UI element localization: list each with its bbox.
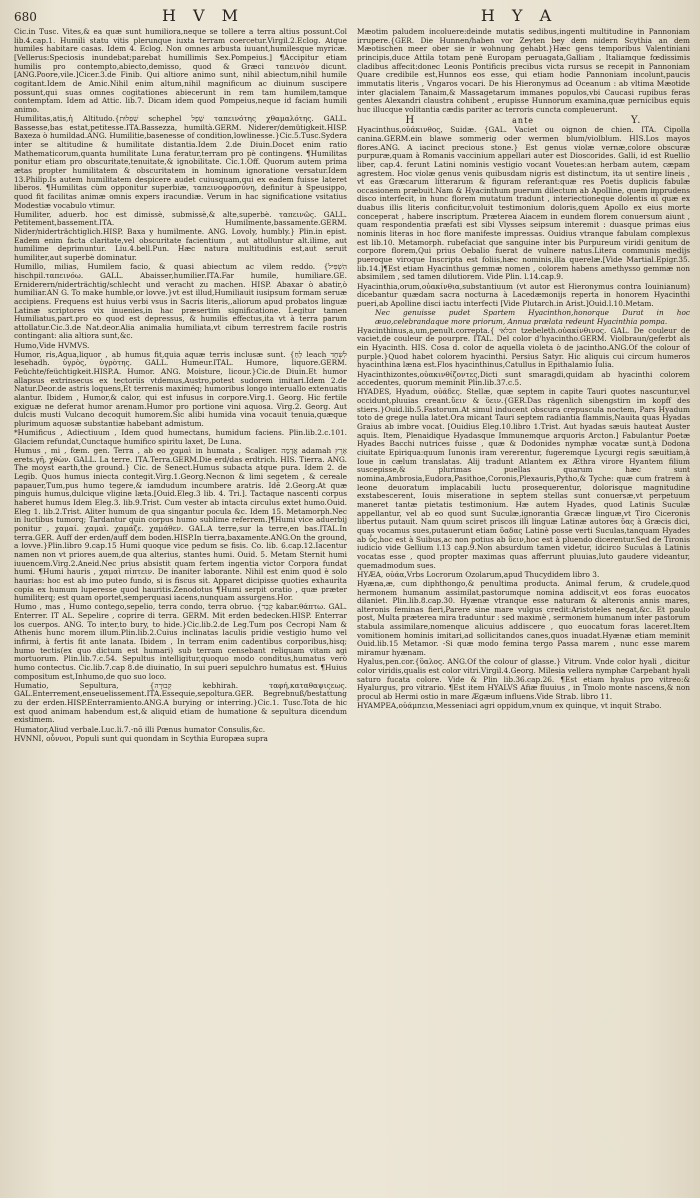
entry-humificus: *Humificus , Adiectiuum , Idem quod humectans, humidum faciens. Plin.lib.2.c.101. Glaciem refundat,Cunctaque humifico spiritu laxet, De Luna. [14,428,347,446]
running-head-right: H Y A [480,6,558,25]
entry-hyaena: Hyæna,æ, cum diphthongo,& penultima producta. Animal ferum, & crudele,quod hermonem humanum assimilat,pastorumque nomina addiscit,vt eos foras euocatos dilaniet. Plin.lib.8.cap.30. Hyænæ vtranque esse naturam & alteronis annis mares, alteronis feminas fieri,Parere sine mare vulgus credit:Aristoteles negat,&c. Et paulo post, Multa præterea mira traduntur : sed maximè , sermonem humanum inter pastorum stabula assimilare,nomenque alicuius addiscere , quo euocatum foras laceret.Item vomitionem hominis imitari,ad sollicitandos canes,quos inuadat.Hyænæ etiam meminit Ouid.lib.15 Metamor. -Si quæ modo femina tergo Passa marem , nunc esse marem miramur hyænam. [357,578,690,658]
entry-hyampea: HYAMPEA,οὑάμπεια,Messeniaci agri oppidum,vnum ex quinque, vt inquit Strabo. [357,701,662,711]
divider-letter-right: Y. [630,114,642,126]
entry-humor: Humor, ris,Aqua,liquor , ab humus fit,quia aquæ terris inclusæ sunt. {לֵחַ leach לִשְׁחָד lesehadh. ὑγρὸς, ὑγρὸτης. GALL. Humeur.ITAL. Humore, liquore.GERM. Feüchte/feüchtigkeit.HISP.A. Humor. ANG. Moisture, licour.}Cic.de Diuin.Et humor allapsus extrinsecus ex tectoriis vtdemus,Austro,potest sudorem imitari.Idem 2.de Natur.Deor.de astris loquens,Et terrenis maximéq; humoribus longo interuallo extenuatis alantur. Ibidem , Humor,& calor, qui est infusus in corpore.Virg.1. Georg. Hic fertile exiguæ ne deferat humor arenam.Humor pro portione vini aquosa. Virg.2. Georg. Aut dulcis musti Vulcano decoquit humorem.Sic alibi humida vina vocauit tenuia,quæque plurimum aquosæ substantiæ habebant admistum. [14,349,347,429]
entry-humus: Humus , mi , fœm. gen. Terra , ab eo χαμαὶ in humata , Scaliger. אֲדָמָה adamah אֶרֶץ erets.γῆ, χθὼν. GALL. La terre. ITA.Terra.GERM.Die erd/das erdtrich. HIS. Tierra. ANG. The moyst earth,the ground.} Cic. de Senect.Humus subacta atque pura. Idem 2. de Legib. Quos humus iniecta contegit.Virg.1.Georg.Necnon & limi segetem , & cereale papauer,Tum,pus humo tegere,& iamdudum incumbere aratris. Idē 2.Georg.At quæ pinguis humus,dulcique vligine læta.[Ouid.Eleg.3 lib. 4. Tri.]. Tactaque nascenti corpus haberet humus Idem Eleg.3. lib.9.Trist. Cum vester ab intacta circulus extet humo.Ouid. Eleg 1. lib.2.Trist. Aliter humum de qua singantur pocula &c. Idem 15. Metamorph.Nec in luctibus tumorq; Tardantur quin corpus humo sublime referrem.]¶Humi vice aduerbij ponitur , χαμαί. χαμαὶ. χαμάζε. χαμάθεν. GAL.A terre,sur la terre,en bas.ITAL.In terra.GER. Auff der erden/auff dem boden.HISP.In tierra,baxamente.ANG.On the ground, a lovve.}Plin.libro 9.cap.15 Humi quoque vice pedum se fisis. Co. lib. 6.cap.12.Iacentur namen non vt priores auem,de qua alterius, stantes humi. Ouid. 5. Metam Sternit humi iuuencem.Virg.2.Aneid.Nec prius absistit quam fertem ingentia victor Corpora fundat humi. ¶Humi hauris , χαμαὶ πίπτειν. De inaniter laborante. Nihil est enim quod è solo haurias: hoc est ab imo puteo fundo, si is fiscus sit. Apparet dicipisse quoties exhaurita copia ex humum luperesse quod hauritis.Zenodotus ¶Humi serpit oratio , quæ præter humiliterq; est quam oportet,semperquasi iacens,nunquam assurgens.Hor. [14,446,347,603]
entry-hyacinthus: Hyacinthus,οὑάκινθος, Suidæ. {GAL. Vaciet ou oignon de chien. ITA. Cipolla canina.GERM.ein blawe sommerig oder wermen blum/violblum. HIS.Los mayos flores.ANG. A iacinct precious stone.} Est genus violæ vernæ,colore obscuræ purpuræ,quam à Romanis vaccinium appellari auter est Dioscorides. Galli, id est Ruellio liber, cap.4. ferunt Latini nominis vestigio vocant Vouetes:an herbam autem, cæpam agrestem. Hoc violæ genus venis quibusdam nigris est distinctum, ita ut sentire lineis , vt eas Græcarum litterarum & figuram referant:quæ res Poetis duplicis fabulæ occasionem præbuit.Nam & Hyacinthum puerum dilectum ab Apolline, quem imprudens disco interfecit, in hunc florem mutatum tradunt , interiectioneque dolentis αἶ quæ ex duabus illis literis conficitur,voluit testimonium doloris,quem Apollo ex eius morte conceperat , habere inscriptum. Præterea Aiacem in eundem florem conuersum aiunt , quam respondentia præfati est sibi Vlysses seipsum interemit : duasque primas eius nominis literas in hoc flore manifeste impressas. Ouidius vtranque fabulam complexus est lib.10. Metamorph. rubefaciat que sanguine inter bis Purpureum viridi genitum de corpore florem,Qui prius Oebalio fuerat de vulnere natus.Litera communis medijs pueroque viroque Inscripta est foliis,hæc nominis,illa querelæ.[Vide Martial.Epigr.35. lib.14.]¶Est etiam Hyacinthus gemmæ nomen , colorem habens amethysso gemmæ non absimilem , sed tamen dilutiorem. Vide Plin. l.14.cap.9. [357,125,690,282]
two-column-body [14,28,690,1188]
entry-humilis-continued: Cic.in Tusc. Vites,& ea quæ sunt humiliora,neque se tollere a terra altius possunt.Col lib.4.cap.1. Humili statu vitis plerunque iuxta terram coercetur.Virgil.2.Eclog. Atque humiles habitare casas. Idem 4. Eclog. Non omnes arbusta iuuant,humilesque myricæ. [Vellerus:Speciosis inundebat;parebat humillimis Sex.Pompeius.] ¶Accipitur etiam humilis pro contempto,abiecto,demisso, quod & Græci ταπεινὸν dicunt. [ANG.Poore,vile.]Cicer.3.de Finib. Qui altiore animo sunt, nihil abiectum,nihil humile cogitant.Idem de Amic.Nihil enim altum,nihil magnificum ac diuinum suscipere possunt,qui suas omnes cogitationes abiecerunt in rem tam humilem,tamque contemptam. Idem ad Attic. lib.7. Dicam idem quod Pompeius,neque id faciam humili animo. [14,28,347,114]
verse-quotation: Nec genuisse pudet Spartem Hyacinthon,honorque Durat in hoc æuo,celebrandaque more priorum, Annua prælata redeunt Hyacinthia pompa. [375,308,690,326]
divider-letter-left: H [405,114,416,126]
running-head-left: H V M [161,6,245,25]
page-header [14,6,690,28]
entry-humatio: Humatio, Sepultura, {קְבוּרָה kebhirah. ταφή,καταθαψιςεως. GAL.Enterrement,enseuelissement.ITA.Essequie,sepoltura.GER. Begrebnuß/bestattung zu der erden.HISP.Enterramiento.ANG.A burying or interring.}Cic.1. Tusc.Tota de hic est quod animam habendum est,& aliquid etiam de humatione & sepultura dicendum existimem. [14,680,347,725]
entry-humator: Humator,Aliud verbale.Luc.li.7.-nō illi Pœnus humator Consulis,&c. [14,724,266,734]
entry-hunni-continued: Mæotim paludem incoluere:deinde mutatis sedibus,ingenti multitudine in Pannoniam irrupere.{GER. Die Hunnen/haben vor Zeyten bey dem nidern Scythia an dem Mæotischen meer ober sie ir wohnung gehabt.}Hæc gens temporibus Valentiniani principis,duce Attila totam penè Europam peruagata,Galliam , Italiamque fœdissimis cladibus affecit:donec Leonis Pontificis precibus victa rursus se recepit in Pannoniam Quare credibile est,Hunnos eos esse, qui etiam hodie Pannoniam incolunt,paucis immutatis literis , Vngaros vocari. De his Hieronymus ad Oceanum : ab vltima Mæotide inter glacialem Tanaim,& Massagetarum immanes populos,vbi Caucasi rupibus feras gentes Alexandri claustra cohibent , erupisse Hunnorum examina,quæ pernicibus equis huc illucque volitantia cædis pariter ac terroris cuncta compleuerunt. [357,28,690,114]
entry-humo: Humo , mas , Humo contego,sepelio, terra condo, terra obruo. {קָבַר kabar.θάπτω. GAL. Enterrer. IT AL. Sepelire , coprire di terra. GERM. Mit erden bedecken.HISP. Enterrar los cuerpos. ANG. To inter,to bury, to hide.}Cic.lib.2.de Leg.Tum pos Cecropi Nam & Athenis hunc morem illum.Plin.lib.2.Cuius inclinatas laculis pridie vestigio humo vel infirmi, à fertis fit ante lanata. Ibidem , In terram enim cadentibus corporibus,hisq; humo tectis(ex quo dictum est humari) sub terram censebant reliquam vitam agi mortuorum. Plin.lib.7.c.54. Sepultus intelligitur,quoquo modo conditus,humatus verò humo contectus. Cic.lib.7.cap 8.de diuinatio, In sui pueri sepulchro humatus est. ¶Huius compositum est,Inhumo,de quo suo loco. [14,602,347,681]
section-divider [357,114,690,126]
entry-humiliter: Humiliter, aduerb. hoc est dimissè, submissè,& alte,superbè. ταπεινῶς. GALL. Petitement,bassement.ITA. Humilmente,bassamente.GERM. Nider/niderträchtiglich.HISP. Baxa y humilmente. ANG. Lovoly, humbly.} Plin.in epist. Eadem enim facta claritate,vel obscuritate facientium , aut attolluntur alt.ilime, aut humilime deprimuntur. Liu.4.bell.Pun. Hæc natura multitudinis est,aut seruit humiliter,aut superbè dominatur. [14,209,347,263]
page-number: 680 [14,10,37,24]
entry-hyalus: Hyalus,pen.cor.{ὕαλος. ANG.Of the colour of glasse.} Vitrum. Vnde color hyali , dicitur color viridis,qualis est color vitri.Virgil.4.Georg. Milesia vellera nymphæ Carpebant hyali saturo fucata colore. Vide & Plin lib.36.cap.26. ¶Est etiam hyalus pro vitreo:& Hyalurgus, pro vitrario. ¶Est item HYALVS Afiæ fluuius , in Tmolo monte nascens,& non procul ab Hermi ostio in mare Ægæum influens.Vide Strab. libro 11. [357,657,690,701]
left-column [14,28,347,1188]
right-column [357,28,690,1188]
entry-hyades: HYADES, Hyadum, οὑάδες. Stellæ, quæ septem in capite Tauri quotes nascuntur,vel occidunt,pluuias creant.ὕειν & ὕειν.{GER.Das rägenlich sibengstirn im kopff des stiers.}Ouid.lib.5.Fastorum.At simul inducent obscura crepuscula noctem, Pars Hyadum toto de grege nulla latet.Ora micant Tauri septem radiantia flammis,Nauita quas Hyadas Graius ab imbre vocat. [Ouidius Eleg.10.libro 1.Trist. Aut hyadas sæuis hauteat Auster aquis. Item, Plenaidique Hyadasque Immunemque arquoris Arcton.] Fabulantur Poetæ Hyades Bacchi nutrices fuisse , quæ & Dodonides nymphæ vocatæ sunt,à Dodona ciuitate Epiriqua:quum Iunonis iram vererentur, fugeremque Lycurgi regis sæuitiam,à Ioue in cælum translatas. Alij tradunt Atlantem ex Æthra virore Hyantem filium suscepisse,& plurimas puellas quarum hæc sunt nomina,Ambrosia,Eudora,Pasithoe,Coronis,Plexauris,Pytho,& Tyche: quæ cum fratrem à leone deuoratum implacabili luctu prosequerentur, dolorisque magnitudine exstabescerent, Iouis miseratione in septem stellas sunt conuersæ,vt perpetuum maneret tantæ pietatis testimonium. Hæ autem Hyades, quod Latinis Suculæ appellantur, vel ab eo quod sunt Suculæ,ignorantia Græcæ linguæ,vt Tiro Ciceronis libertus putauit. Nam quum sciret priscos illi linguæ Latinæ autores ὕας à Græcis dici, quas vocamus sues,putauerunt etiam ὕαδας Latinè posse verti Suculas,tanquam Hyades ab ὗς,hoc est à Suibus,ac non potius ab ὕειν,hoc est à pluendo dicerentur.Sed de Tironis iudicio vide Gellium l.13 cap.9.Non absurdum tamen videtur, idcirco Suculas à Latinis vocatas esse , quod propter maximas quas afferrunt pluuias,luto gaudere videantur, quemadmodum sues. [357,387,690,570]
entry-hunni: HVNNI, οὖννοι, Populi sunt qui quondam in Scythia Europæa supra [14,733,268,743]
entry-humo-ref: Humo,Vide HVMVS. [14,340,90,350]
entry-hyacinthinus: Hyacinthinus,a,um,penult.correpta.{ הכלאי tzebeleth.οὑακίνθινος. GAL. De couleur de vaciet,de couleur de pourpre. ITAL. Del color d'hyacintho.GERM. Violbraun/geferbt als ein Hyacinth. HIS. Cosa d. color de aquella violeta ò de jacintho.ANG.Of the colour of purple.}Quod habet colorem hyacinthi. Persius Satyr. Hic aliquis cui circum humeros hyacinthina læna est.Flos hyacinthinus,Catullus in Epithalamio Iulia. [357,325,690,370]
entry-hyaea: HYÆA, οὑάα,Vrbs Locrorum Ozolarum,apud Thucydidem libro 3. [357,569,600,579]
divider-word: ante [512,115,535,125]
entry-hyacinthia: Hyacinthia,orum,οὑακίνθια,substantiuum (vt autor est Hieronymus contra Iouinianum) dicebantur quædam sacra nocturna à Lacedæmonijs reperta in honorem Hyacinthi pueri,ab Apolline disci iactu interfecti [Vide Plutarch.in Arist.]Ouid.l.10.Metam. [357,281,690,308]
entry-humillo: Humillo, milias, Humilem facio, & quasi abiectum ac vilem reddo. {הִשְׁפִּיל hischpil.ταπεινόω. GALL. Abaisser,humilier.ITA.Far humile, humiliare.GE. Erniderern/niderträchtig/schlecht und veracht zu machen. HISP. Abaxar ò abatir,ò humiliar.AN G. To make humble,or lovve.}vt est illud,Humiliauit iusipsum formam seruæ accipiens. Frequens est huius verbi vsus in Sacris literis,,aliorum apud probatos linguæ Latinæ scriptores vix inuenies,in hac præsertim significatione. Legitur tamen Humiliatus,part.pro eo quod est depressus, & humilis effectus,ita vt à terra parum attollatur.Cic.3.de Nat.deor.Alia animalia humiliata,vt cibum terrestrem facile rostris contingant: alia altiora sunt,&c. [14,262,347,341]
entry-hyacinthizontes: Hyacinthizontes,οὑακινθίζοντες,Dicti sunt smaragdi,quidam ab hyacinthi colorem accedentes, quorum meminit Plin.lib.37.c.5. [357,369,690,388]
entry-humilitas: Humilitas,atis,ἡ Altitudo.{שִׁפְלוּת schephel שָׁפָל ταπεινότης χθαμαλότης. GALL. Bassesse,bas estat,petitesse.ITA.Bassezza, humiltà.GERM. Niderer/demütigkeit.HISP. Baxeza ò humildad.ANG. Humilitie,basenesse of condition,lowlinesse.}Cic.5.Tusc.Sydera inter se altitudine & humilitate distantia.Idem 2.de Diuin.Docet enim ratio Mathematicorum,quanta humilitate Luna feratur,terram pro pè contingens. ¶Humilitas ponitur etiam pro obscuritate,tenuitate,& ignobilitate. Cic.1.Off. Quorum autem prima ætas propter humilitatem & obscuritatem in hominum ignoratione versatur.Idem 13.Philip.Is autem humilitatem despicere audet cuiusquam,qui ex eadem fuisse lateret liberos. ¶Humilitas cùm opponitur superbiæ, ταπεινοφροσύνη, definitur à Speusippo, quod fit facilitas animæ omnis expers iracundiæ. Verum in hac significatione vsitatius Modestiæ vocabulo vtimur. [14,114,347,210]
